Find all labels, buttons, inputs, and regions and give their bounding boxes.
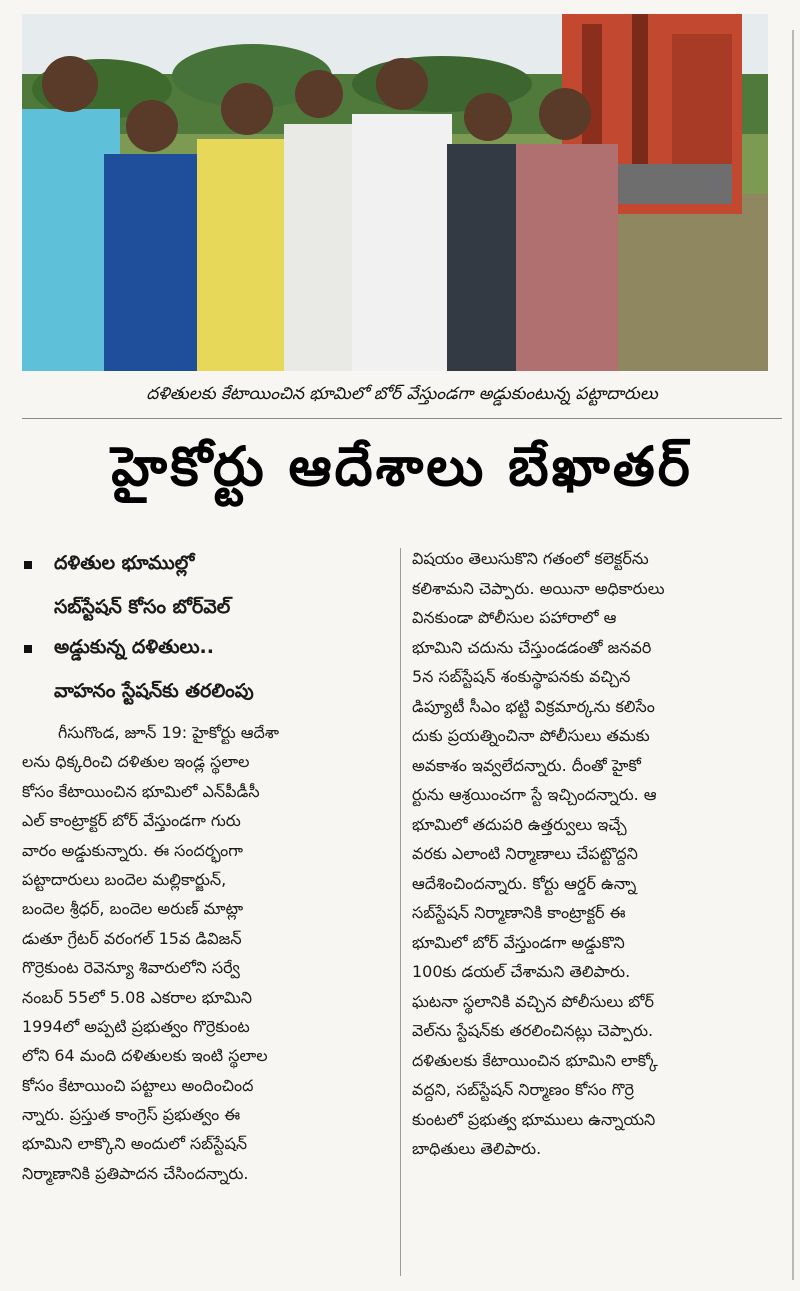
article-line: అవకాశం ఇవ్వలేదన్నారు. దీంతో హైకో: [412, 755, 641, 775]
article-line: లను ధిక్కరించి దళితుల ఇండ్ల స్థలాల: [22, 752, 250, 772]
bullet-text: అడ్డుకున్న దళితులు..: [54, 635, 214, 658]
article-line: పట్టాదారులు బందెల మల్లికార్జున్,: [22, 869, 227, 889]
article-line: వెల్‌ను స్టేషన్‌కు తరలించినట్లు చెప్పారు.: [412, 1021, 654, 1040]
article-line: ర్టును ఆశ్రయించగా స్టే ఇచ్చిందన్నారు. ఆ: [412, 785, 657, 804]
article-line: ఘటనా స్థలానికి వచ్చిన పోలీసులు బోర్: [412, 991, 655, 1011]
highlight-bullet: [22, 544, 388, 586]
article-line: భూమిలో తదుపరి ఉత్తర్వులు ఇచ్చే: [412, 814, 627, 834]
article-line: 100కు డయల్ చేశామని తెలిపారు.: [412, 962, 631, 981]
news-photo: [22, 14, 768, 371]
article-line: భూమిని లాక్కొని అందులో సబ్‌స్టేషన్: [22, 1134, 248, 1154]
bullet-text: వాహనం స్టేషన్‌కు తరలింపు: [54, 680, 254, 702]
photo-illustration: [22, 14, 768, 371]
article-line: వరకు ఎలాంటి నిర్మాణాలు చేపట్టొద్దని: [412, 844, 638, 863]
article-line: లోని 64 మంది దళితులకు ఇంటి స్థలాల: [22, 1046, 268, 1066]
article-line: ఆదేశించిందన్నారు. కోర్టు ఆర్డర్ ఉన్నా: [412, 873, 637, 893]
photo-caption: దళితులకు కేటాయించిన భూమిలో బోర్ వేస్తుండగా అడ్డుకుంటున్న పట్టాదారులు: [146, 384, 658, 404]
article-line: వద్దని, సబ్‌స్టేషన్ నిర్మాణం కోసం గొర్రె: [412, 1080, 634, 1099]
article-line: డిప్యూటీ సీఎం భట్టి విక్రమార్కను కలిసేం: [412, 696, 655, 716]
article-line: 5న సబ్‌స్టేషన్ శంకుస్థాపనకు వచ్చిన: [412, 667, 631, 686]
page-edge-rule: [792, 30, 794, 1280]
article-line: సబ్‌స్టేషన్ నిర్మాణానికి కాంట్రాక్టర్ ఈ: [412, 903, 626, 922]
article-line: బాధితులు తెలిపారు.: [412, 1139, 542, 1158]
article-line: డుతూ గ్రేటర్ వరంగల్ 15వ డివిజన్: [22, 928, 242, 948]
article-line: న్నారు. ప్రస్తుత కాంగ్రెస్ ప్రభుత్వం ఈ: [22, 1105, 241, 1125]
article-line: దుకు ప్రయత్నించినా పోలీసులు తమకు: [412, 726, 650, 745]
article-line: కుంటలో ప్రభుత్వ భూములు ఉన్నాయని: [412, 1109, 656, 1129]
article-line: కోసం కేటాయించి పట్టాలు అందించింద: [22, 1075, 254, 1095]
article-line: గొర్రెకుంట రెవెన్యూ శివారులోని సర్వే: [22, 958, 240, 978]
article-line: వినకుండా పోలీసుల పహారాలో ఆ: [412, 608, 617, 627]
article-line: గీసుగొండ, జూన్ 19: హైకోర్టు ఆదేశా: [58, 723, 279, 742]
bullet-text: దళితుల భూముల్లో: [54, 551, 195, 574]
article-line: బందెల శ్రీధర్, బందెల అరుణ్ మాట్లా: [22, 899, 244, 919]
photo-caption-bar: [22, 374, 782, 419]
left-column: [22, 544, 388, 1188]
article-line: దళితులకు కేటాయించిన భూమిని లాక్కో: [412, 1050, 658, 1070]
bullet-square-icon: [24, 645, 32, 653]
bullet-text: సబ్‌స్టేషన్ కోసం బోర్‌వెల్: [54, 596, 231, 618]
article-line: నంబర్ 55లో 5.08 ఎకరాల భూమిని: [22, 987, 253, 1007]
article-line: 1994లో అప్పటి ప్రభుత్వం గొర్రెకుంట: [22, 1016, 250, 1036]
right-column: [412, 544, 784, 1164]
article-line: నిర్మాణానికి ప్రతిపాదన చేసిందన్నారు.: [22, 1163, 249, 1183]
article-line: ఎల్ కాంట్రాక్టర్ బోర్ వేస్తుండగా గురు: [22, 811, 241, 831]
bullet-square-icon: [24, 561, 32, 569]
article-line: విషయం తెలుసుకొని గతంలో కలెక్టర్‌ను: [412, 549, 649, 568]
highlight-bullet: [22, 628, 388, 670]
column-divider: [400, 548, 401, 1276]
article-line: భూమిని చదును చేస్తుండడంతో జనవరి: [412, 637, 652, 657]
article-line: భూమిలో బోర్ వేస్తుండగా అడ్డుకొని: [412, 932, 625, 952]
article-line: కోసం కేటాయించిన భూమిలో ఎన్‌పీడీసీ: [22, 781, 260, 801]
headline: హైకోర్టు ఆదేశాలు బేఖాతర్: [111, 434, 693, 498]
article-line: కలిశామని చెప్పారు. అయినా అధికారులు: [412, 578, 665, 598]
article-line: వారం అడ్డుకున్నారు. ఈ సందర్భంగా: [22, 840, 244, 860]
